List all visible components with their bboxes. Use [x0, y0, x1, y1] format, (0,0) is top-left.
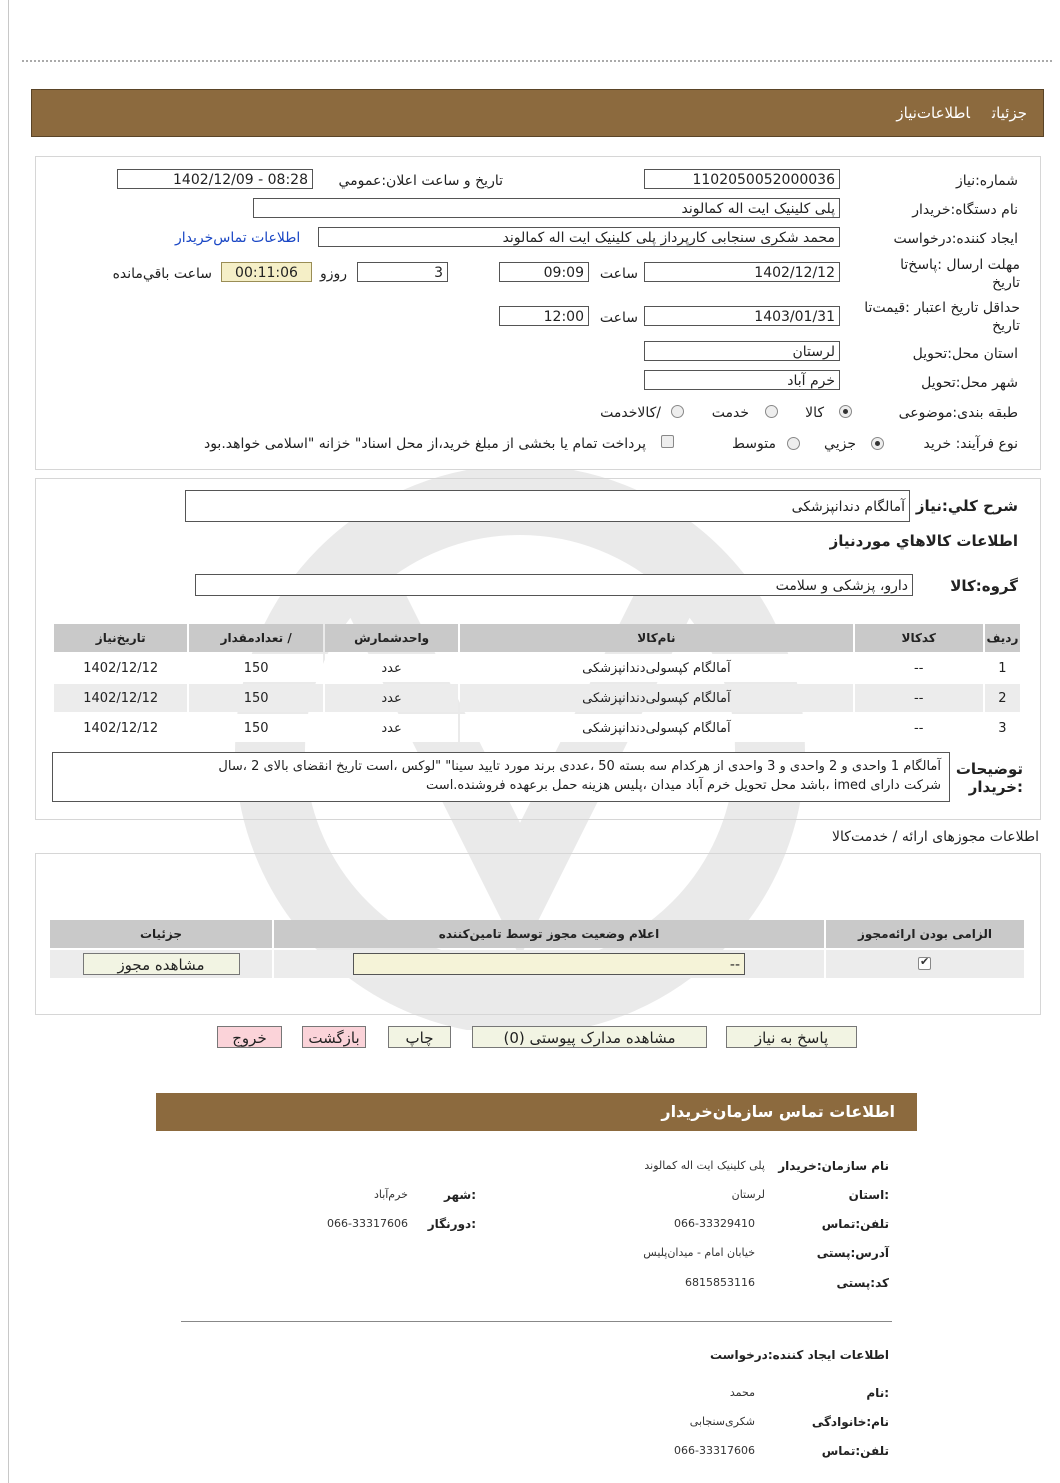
buyer-notes-label: توضیحات :خریدار [955, 760, 1023, 796]
deadline-time-field: 09:09 [499, 262, 589, 282]
goods-cell: عدد [381, 720, 402, 736]
category-both-radio[interactable] [671, 405, 684, 418]
table-row [54, 714, 1020, 742]
goods-header-code: کدکالا [855, 624, 983, 652]
need-number-field: 1102050052000036 [644, 169, 840, 189]
goods-header-name: نام‌کالا [460, 624, 852, 652]
breadcrumb-bar [31, 89, 1044, 137]
need-number-label: شماره:نیاز [955, 173, 1018, 189]
buyer-notes-field [52, 752, 950, 802]
breadcrumb-details[interactable]: جزئیات [992, 104, 1027, 122]
contact-address-value: خیابان امام - میدان‌پلیس [643, 1246, 755, 1259]
permit-status-field[interactable]: -- [353, 953, 745, 975]
exit-button[interactable]: خروج [217, 1026, 282, 1048]
goods-cell: عدد [381, 660, 402, 676]
creator-phone-value: 066-33317606 [674, 1444, 755, 1457]
contact-city-label: :شهر [444, 1188, 476, 1202]
process-partial-label: جزيي [824, 436, 856, 452]
creator-name-label: :نام [866, 1386, 889, 1400]
goods-cell: 150 [243, 690, 269, 706]
view-permit-button[interactable]: مشاهده مجوز [83, 953, 240, 975]
goods-header-row-number: رديف [985, 624, 1020, 652]
goods-cell: 1402/12/12 [83, 720, 159, 736]
deadline-label: مهلت ارسال :پاسخ‌تا تاريخ [900, 257, 1020, 291]
goods-cell: 150 [243, 720, 269, 736]
category-goods-radio[interactable] [839, 405, 852, 418]
province-field: لرستان [644, 341, 840, 361]
city-field: خرم آباد [644, 370, 840, 390]
view-attachments-button[interactable]: مشاهده مدارک پیوستی (0) [472, 1026, 707, 1048]
creator-family-value: شکری‌سنجابی [689, 1415, 755, 1428]
permit-status-cell [274, 950, 824, 978]
contact-org-label: نام سازمان:خریدار [778, 1159, 889, 1173]
creator-phone-label: تلفن:تماس [821, 1444, 889, 1458]
goods-cell: 3 [998, 720, 1007, 736]
goods-header-date: تاريخ‌نياز [54, 624, 187, 652]
goods-cell: 1 [998, 660, 1007, 676]
buyer-org-field: پلی کلینیک ایت اله کمالوند [253, 198, 840, 218]
buyer-contact-header [156, 1093, 917, 1131]
buyer-contact-link[interactable]: اطلاعات تماس‌خریدار [175, 230, 301, 246]
category-goods-label: کالا [805, 405, 824, 421]
goods-cell: آمالگام کپسولی‌دندانپزشکی [582, 690, 731, 706]
page-left-border [8, 0, 9, 1483]
category-label: طبقه بندی:موضوعی [898, 405, 1018, 421]
goods-cell: 1402/12/12 [83, 690, 159, 706]
process-partial-radio[interactable] [871, 437, 884, 450]
goods-group-label: گروه:کالا [950, 577, 1018, 595]
buyer-notes-line-1: آمالگام 1 واحدی و 2 واحدی و 3 واحدی از هرکدام سه بسته 50 ،عددی برند مورد تایید سینا" "لوکس ،است تاریخ انقضای بالای 2 ،سال [218, 759, 941, 774]
days-label: روزو [319, 266, 347, 282]
breadcrumb [874, 104, 1027, 122]
goods-cell: آمالگام کپسولی‌دندانپزشکی [582, 720, 731, 736]
province-label: استان محل:تحويل [912, 346, 1018, 362]
creator-info-title: اطلاعات ایجاد کننده:درخواست [709, 1348, 889, 1362]
goods-cell: -- [914, 660, 924, 676]
process-medium-label: متوسط [732, 436, 776, 452]
buyer-notes-line-2: شرکت دارای imed ،باشد محل تحویل خرم آباد میدان ،پلیس هزینه حمل برعهده فروشنده.است [426, 778, 941, 793]
goods-cell: عدد [381, 690, 402, 706]
goods-table [52, 622, 1022, 744]
need-description-field: آمالگام دندانپزشکی [185, 490, 910, 522]
deadline-date-field: 1402/12/12 [644, 262, 840, 282]
table-row [50, 950, 1024, 978]
treasury-payment-note: پرداخت تمام یا بخشی از مبلغ خرید،از محل اسناد" خزانه "اسلامی خواهد.بود [203, 436, 646, 452]
contact-org-value: پلی کلینیک ایت اله کمالوند [644, 1159, 765, 1172]
buyer-contact-title: اطلاعات تماس سازمان‌خریدار [661, 1102, 895, 1121]
contact-city-value: خرم‌آباد [373, 1188, 408, 1201]
contact-phone-value: 066-33329410 [674, 1217, 755, 1230]
goods-cell: -- [914, 690, 924, 706]
breadcrumb-need-info[interactable]: اطلاعات‌نیاز [896, 104, 970, 122]
category-both-label: /کالاخدمت [600, 405, 661, 421]
creator-field: محمد شکری سنجابی کارپرداز پلی کلینیک ایت اله کمالوند [318, 227, 840, 247]
days-field: 3 [357, 262, 448, 282]
contact-fax-value: 066-33317606 [327, 1217, 408, 1230]
city-label: شهر محل:تحويل [921, 375, 1018, 391]
table-row [54, 684, 1020, 712]
permit-required-cell [826, 950, 1024, 978]
contact-postal-value: 6815853116 [685, 1276, 755, 1289]
top-divider [22, 60, 1052, 62]
goods-group-field: دارو، پزشکی و سلامت [195, 574, 913, 596]
goods-cell: 1402/12/12 [83, 660, 159, 676]
permits-header-status: اعلام وضعیت مجوز توسط تامین‌کننده [274, 920, 824, 948]
contact-province-value: لرستان [731, 1188, 765, 1201]
print-button[interactable]: چاپ [388, 1026, 451, 1048]
goods-header-unit: واحدشمارش [325, 624, 458, 652]
goods-cell: -- [914, 720, 924, 736]
back-button[interactable]: بازگشت [302, 1026, 366, 1048]
goods-cell: آمالگام کپسولی‌دندانپزشکی [582, 660, 731, 676]
table-row [54, 654, 1020, 682]
goods-cell: 150 [243, 660, 269, 676]
goods-cell: 2 [998, 690, 1007, 706]
category-service-radio[interactable] [765, 405, 778, 418]
creator-family-label: نام:خانوادگی [811, 1415, 889, 1429]
contact-fax-label: :دورنگار [427, 1217, 476, 1231]
remaining-label: ساعت باقي‌مانده [112, 266, 212, 282]
validity-time-field: 12:00 [499, 306, 589, 326]
need-description-label: شرح کلي:نياز [915, 497, 1018, 515]
validity-date-field: 1403/01/31 [644, 306, 840, 326]
contact-province-label: :استان [848, 1188, 889, 1202]
permit-details-cell [50, 950, 272, 978]
process-label: نوع فرآيند: خريد [923, 436, 1018, 452]
announce-label: تاريخ و ساعت اعلان:عمومي [338, 173, 503, 189]
permits-table [48, 918, 1026, 980]
contact-phone-label: تلفن:تماس [821, 1217, 889, 1231]
contact-postal-label: کد:پستی [836, 1276, 889, 1290]
category-service-label: خدمت [711, 405, 749, 421]
announce-field: 1402/12/09 - 08:28 [117, 169, 313, 189]
deadline-time-label: ساعت [599, 266, 638, 282]
remaining-timer: 00:11:06 [221, 262, 312, 282]
goods-info-title: اطلاعات کالاهاي موردنياز [829, 532, 1018, 550]
permit-required-checkbox[interactable] [918, 957, 931, 970]
contact-address-label: آدرس:پستی [816, 1246, 889, 1260]
creator-label: ایجاد کننده:درخواست [893, 231, 1018, 247]
validity-time-label: ساعت [599, 310, 638, 326]
validity-label: حداقل تاريخ اعتبار :قيمت‌تا تاريخ [864, 300, 1020, 334]
permits-header-required: الزامی بودن ارائه‌مجوز [826, 920, 1024, 948]
buyer-org-label: نام دستگاه:خريدار [912, 202, 1018, 218]
goods-header-quantity: / تعدادمقدار [189, 624, 322, 652]
process-medium-radio[interactable] [787, 437, 800, 450]
treasury-payment-checkbox[interactable] [661, 435, 674, 448]
contact-divider [181, 1321, 892, 1322]
creator-name-value: محمد [729, 1386, 755, 1399]
reply-to-need-button[interactable]: پاسخ به نیاز [726, 1026, 857, 1048]
permits-header-details: جزئیات [50, 920, 272, 948]
permits-title: اطلاعات مجوزهای ارائه / خدمت‌کالا [832, 829, 1039, 845]
